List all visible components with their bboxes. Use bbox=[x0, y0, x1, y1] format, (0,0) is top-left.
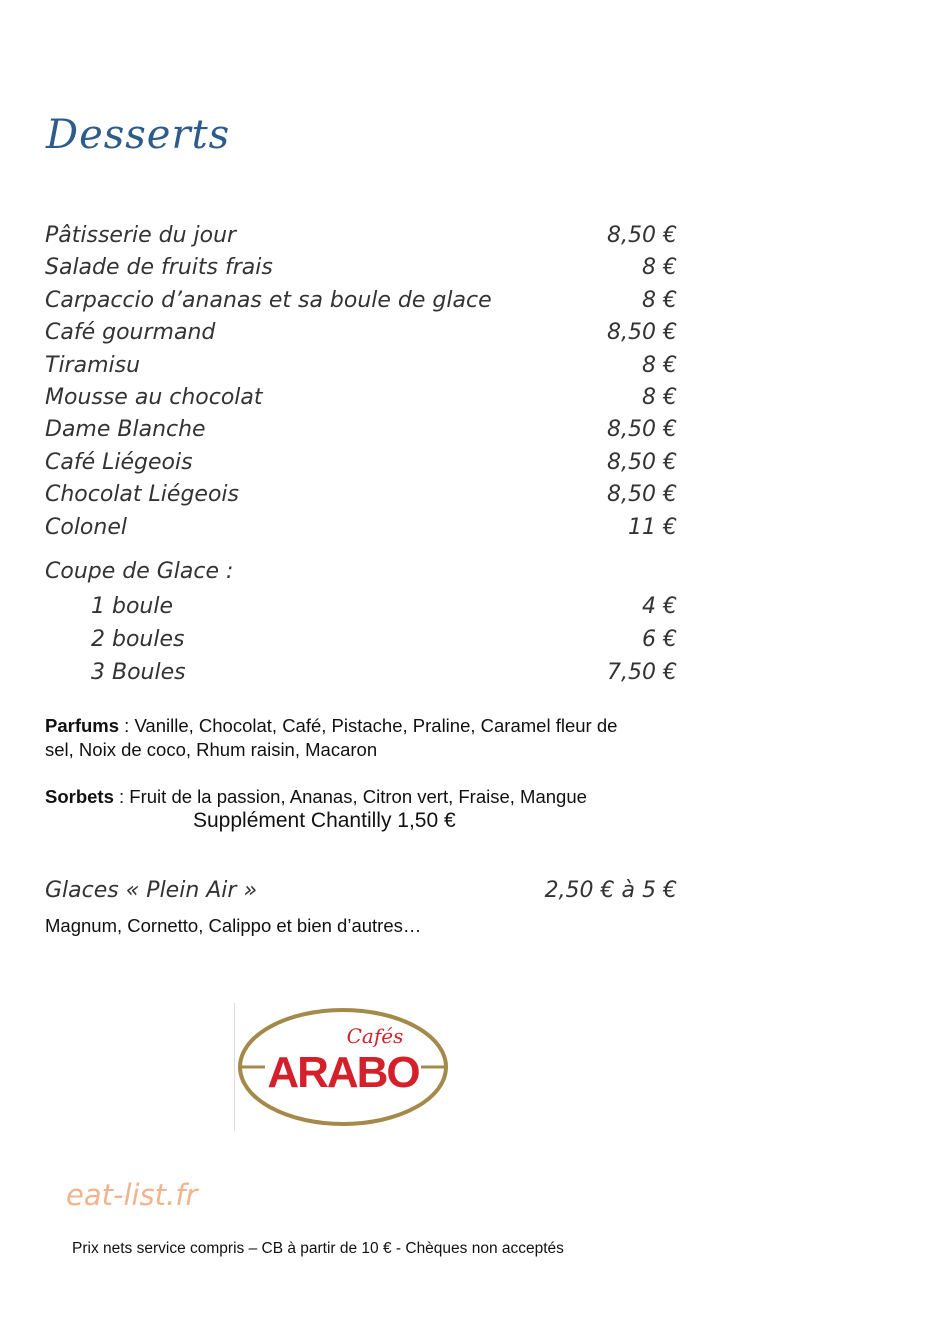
arabo-logo bbox=[234, 1003, 451, 1131]
item-name: Tiramisu bbox=[45, 352, 141, 378]
item-name: Mousse au chocolat bbox=[45, 384, 263, 410]
chantilly-supplement: Supplément Chantilly 1,50 € bbox=[193, 809, 456, 832]
menu-item bbox=[45, 252, 677, 284]
item-name: Colonel bbox=[45, 514, 127, 540]
sorbets-list: : Fruit de la passion, Ananas, Citron vert, Fraise, Mangue bbox=[113, 786, 587, 807]
item-name: Café gourmand bbox=[45, 320, 216, 346]
parfums-list: : Vanille, Chocolat, Café, Pistache, Praline, Caramel fleur de sel, Noix de coco, Rhum raisin, Macaron bbox=[45, 715, 618, 760]
footer-note: Prix nets service compris – CB à partir de 10 € - Chèques non acceptés bbox=[72, 1240, 564, 1257]
option-name: 3 Boules bbox=[91, 659, 186, 685]
coupe-option bbox=[45, 656, 677, 689]
menu-item bbox=[45, 285, 677, 317]
menu-item bbox=[45, 414, 677, 446]
menu-item bbox=[45, 512, 677, 544]
option-name: 2 boules bbox=[91, 626, 185, 652]
menu-item bbox=[45, 479, 677, 511]
sorbets-label: Sorbets bbox=[45, 786, 114, 807]
item-price: 8,50 € bbox=[607, 482, 677, 508]
option-price: 7,50 € bbox=[607, 659, 677, 685]
item-price: 11 € bbox=[628, 514, 677, 540]
menu-item bbox=[45, 447, 677, 479]
glaces-description: Magnum, Cornetto, Calippo et bien d’autres… bbox=[45, 915, 422, 936]
item-price: 8 € bbox=[642, 255, 677, 281]
glaces-row bbox=[45, 878, 677, 903]
item-name: Dame Blanche bbox=[45, 417, 206, 443]
page-title: Desserts bbox=[46, 112, 231, 158]
menu-item bbox=[45, 220, 677, 252]
item-name: Café Liégeois bbox=[45, 449, 193, 475]
watermark: eat-list.fr bbox=[66, 1178, 198, 1212]
item-price: 8,50 € bbox=[607, 449, 677, 475]
item-price: 8 € bbox=[642, 384, 677, 410]
parfums-label: Parfums bbox=[45, 715, 120, 736]
item-price: 8,50 € bbox=[607, 320, 677, 346]
coupe-option bbox=[45, 590, 677, 623]
logo-script-text: Cafés bbox=[346, 1024, 404, 1048]
menu-item bbox=[45, 350, 677, 382]
item-name: Salade de fruits frais bbox=[45, 255, 273, 281]
dessert-list bbox=[45, 220, 677, 689]
item-name: Chocolat Liégeois bbox=[45, 482, 239, 508]
item-price: 8 € bbox=[642, 287, 677, 313]
glaces-price: 2,50 € à 5 € bbox=[544, 878, 677, 903]
glaces-name: Glaces « Plein Air » bbox=[45, 878, 258, 903]
parfums-text bbox=[45, 714, 645, 762]
option-name: 1 boule bbox=[91, 593, 174, 619]
menu-item bbox=[45, 317, 677, 349]
sorbets-text bbox=[45, 785, 665, 809]
item-name: Pâtisserie du jour bbox=[45, 223, 237, 248]
logo-brand-text: ARABO bbox=[267, 1048, 419, 1097]
option-price: 6 € bbox=[642, 626, 677, 652]
item-name: Carpaccio d’ananas et sa boule de glace bbox=[45, 287, 492, 313]
item-price: 8,50 € bbox=[607, 417, 677, 443]
arabo-logo-icon bbox=[235, 1003, 451, 1131]
option-price: 4 € bbox=[642, 593, 677, 619]
item-price: 8 € bbox=[642, 352, 677, 378]
coupe-label: Coupe de Glace : bbox=[45, 558, 234, 584]
coupe-option bbox=[45, 623, 677, 656]
menu-item bbox=[45, 382, 677, 414]
item-price: 8,50 € bbox=[607, 223, 677, 248]
